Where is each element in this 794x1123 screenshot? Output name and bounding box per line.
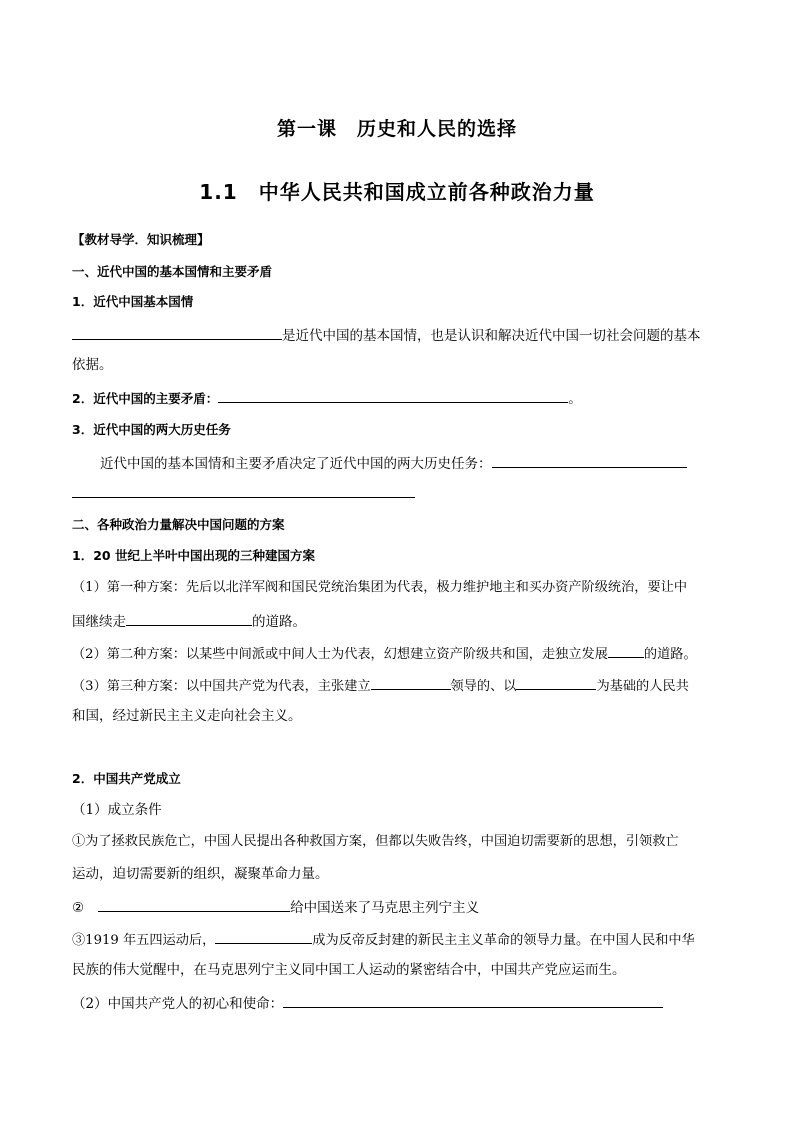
q3-text: 近代中国的基本国情和主要矛盾决定了近代中国的两大历史任务：	[100, 456, 492, 472]
part1-q3-line2	[72, 482, 415, 504]
part1-heading: 一、近代中国的基本国情和主要矛盾	[72, 264, 273, 279]
plan2-a: （2）第二种方案：以某些中间派或中间人士为代表，幻想建立资产阶级共和国，走独立发展	[72, 647, 608, 662]
part2-heading: 二、各种政治力量解决中国问题的方案	[72, 517, 285, 532]
section-title: 1.1 中华人民共和国成立前各种政治力量	[199, 180, 595, 204]
answer-blank[interactable]	[492, 452, 687, 468]
plan3-b: 领导的、以	[450, 679, 517, 694]
lesson-title: 第一课 历史和人民的选择	[276, 118, 517, 140]
plan3-d: 和国，经过新民主主义走向社会主义。	[72, 708, 302, 724]
part1-q3-title: 3．近代中国的两大历史任务	[72, 422, 231, 437]
part1-q2-line	[72, 387, 582, 409]
part2-q2-title: 2．中国共产党成立	[72, 771, 181, 786]
part1-q1-title: 1．近代中国基本国情	[72, 294, 194, 309]
plan1-line-a: （1）第一种方案：先后以北洋军阀和国民党统治集团为代表，极力维护地主和买办资产阶级统治，要让中	[72, 580, 688, 595]
plan2-line	[72, 642, 697, 665]
q2-end: 。	[568, 391, 582, 407]
plan3-c: 为基础的人民共	[596, 679, 689, 694]
plan3-line	[72, 674, 689, 697]
q1-text-a: 是近代中国的基本国情，也是认识和解决近代中国一切社会问题的基本	[282, 328, 701, 344]
mission-line	[72, 992, 663, 1014]
cond3-line-a	[72, 928, 695, 951]
answer-blank[interactable]	[215, 928, 312, 944]
part1-q1-line	[72, 324, 701, 346]
answer-blank[interactable]	[72, 482, 415, 498]
cond2-line	[72, 896, 479, 918]
c2-b: 给中国送来了马克思主列宁主义	[290, 900, 480, 916]
cond3-line-c: 民族的伟大觉醒中，在马克思列宁主义同中国工人运动的紧密结合中，中国共产党应运而生。	[72, 962, 626, 978]
answer-blank[interactable]	[516, 674, 596, 690]
plan1-line-b	[72, 610, 306, 632]
mission-label: （2）中国共产党人的初心和使命：	[72, 996, 284, 1012]
c3-b: 成为反帝反封建的新民主主义革命的领导力量。在中国人民和中华	[312, 933, 695, 948]
cond1-line-b: 运动，迫切需要新的组织，凝聚革命力量。	[72, 866, 329, 882]
answer-blank[interactable]	[608, 642, 644, 658]
answer-blank[interactable]	[98, 896, 290, 912]
cond-title: （1）成立条件	[72, 802, 162, 818]
part2-q1-title: 1．20 世纪上半叶中国出现的三种建国方案	[72, 548, 315, 563]
plan1-b: 国继续走	[72, 614, 126, 630]
cond1-line-a: ①为了拯救民族危亡，中国人民提出各种救国方案，但都以失败告终，中国迫切需要新的思想，引领救亡	[72, 834, 679, 849]
part1-q2-title: 2．近代中国的主要矛盾：	[72, 391, 219, 406]
plan3-a: （3）第三种方案：以中国共产党为代表，主张建立	[72, 679, 371, 694]
q1-text-b: 依据。	[72, 357, 113, 373]
c3-a: ③1919 年五四运动后，	[72, 933, 216, 948]
answer-blank[interactable]	[126, 610, 252, 626]
answer-blank[interactable]	[72, 324, 282, 340]
answer-blank[interactable]	[371, 674, 451, 690]
c2-a: ②	[72, 900, 85, 916]
answer-blank[interactable]	[218, 387, 568, 403]
plan2-b: 的道路。	[643, 647, 697, 662]
answer-blank[interactable]	[283, 992, 663, 1008]
guide-label: 【教材导学．知识梳理】	[72, 232, 210, 247]
part1-q3-line	[100, 452, 687, 474]
plan1-c: 的道路。	[252, 614, 306, 630]
